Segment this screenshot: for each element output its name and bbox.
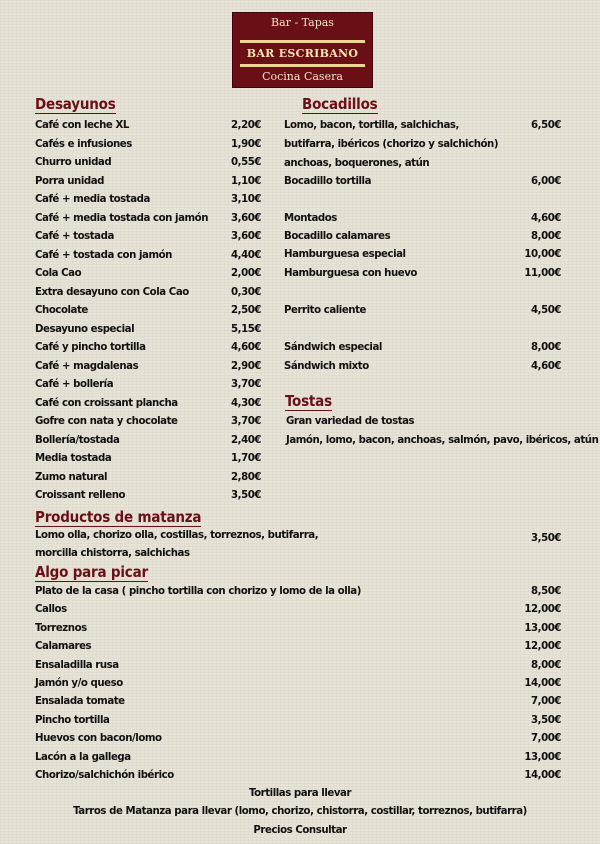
item-price: 2,90€ bbox=[231, 360, 261, 372]
item-price: 4,50€ bbox=[531, 305, 561, 316]
item-name: Bollería/tostada bbox=[35, 434, 120, 446]
item-price: 11,00€ bbox=[524, 268, 561, 279]
menu-item bbox=[284, 246, 561, 264]
item-name: Sándwich mixto bbox=[284, 361, 369, 372]
item-price: 8,00€ bbox=[531, 231, 561, 242]
menu-item bbox=[284, 173, 561, 191]
item-price: 7,00€ bbox=[531, 733, 561, 745]
item-name: Croissant relleno bbox=[35, 490, 126, 501]
item-name: Pincho tortilla bbox=[35, 714, 110, 726]
menu-item bbox=[35, 749, 561, 767]
menu-item bbox=[35, 638, 561, 656]
item-name: Extra desayuno con Cola Cao bbox=[35, 286, 189, 298]
menu-item bbox=[35, 191, 261, 209]
item-name: Cafés e infusiones bbox=[35, 138, 132, 150]
item-name: Cola Cao bbox=[35, 268, 82, 279]
menu-item bbox=[35, 583, 561, 601]
section-title-matanza: Productos de matanza bbox=[35, 508, 202, 526]
item-name: Café + magdalenas bbox=[35, 360, 139, 372]
menu-item bbox=[35, 117, 261, 135]
item-description: butifarra, ibéricos (chorizo y salchichón) bbox=[284, 139, 499, 150]
item-price: 13,00€ bbox=[524, 751, 561, 763]
section-title-bocadillos: Bocadillos bbox=[302, 95, 378, 113]
menu-item bbox=[35, 173, 261, 191]
item-price: 1,70€ bbox=[231, 453, 261, 464]
item-price: 3,60€ bbox=[231, 212, 261, 224]
logo-name: BAR ESCRIBANO bbox=[240, 40, 365, 67]
item-price: 8,00€ bbox=[531, 342, 561, 353]
item-price: 4,30€ bbox=[231, 397, 261, 409]
menu-item bbox=[35, 712, 561, 730]
section-title-tostas: Tostas bbox=[285, 392, 332, 410]
logo-tagline-bottom: Cocina Casera bbox=[262, 70, 343, 83]
item-name: Torreznos bbox=[35, 622, 87, 634]
item-price: 8,50€ bbox=[531, 586, 561, 597]
item-name: Café + tostada con jamón bbox=[35, 249, 172, 261]
menu-item bbox=[35, 265, 261, 283]
matanza-description: morcilla chistorra, salchichas bbox=[35, 548, 190, 559]
menu-item bbox=[35, 432, 261, 450]
item-price: 14,00€ bbox=[524, 678, 561, 689]
menu-item bbox=[35, 487, 261, 505]
item-price: 6,00€ bbox=[531, 176, 561, 187]
item-name: Jamón y/o queso bbox=[35, 678, 123, 689]
item-name: Café con leche XL bbox=[35, 120, 129, 131]
menu-item bbox=[35, 339, 261, 357]
menu-item bbox=[35, 321, 261, 339]
item-price: 4,40€ bbox=[231, 249, 261, 261]
item-name: Sándwich especial bbox=[284, 342, 382, 353]
item-price: 10,00€ bbox=[524, 249, 561, 260]
section-title-desayunos: Desayunos bbox=[35, 95, 116, 113]
menu-item bbox=[35, 413, 261, 431]
item-price: 4,60€ bbox=[531, 213, 561, 224]
menu-item bbox=[284, 265, 561, 283]
footer-tarros: Tarros de Matanza para llevar (lomo, chorizo, chistorra, costillar, torreznos, butifarra) bbox=[73, 806, 527, 817]
item-name: Bocadillo calamares bbox=[284, 231, 391, 242]
item-price: 3,50€ bbox=[231, 490, 261, 501]
item-price: 12,00€ bbox=[524, 641, 561, 653]
item-name: Lacón a la gallega bbox=[35, 751, 131, 763]
item-price: 3,10€ bbox=[231, 194, 261, 205]
item-price: 6,50€ bbox=[531, 120, 561, 131]
item-name: Calamares bbox=[35, 641, 92, 653]
item-price: 1,10€ bbox=[231, 175, 261, 187]
item-price: 3,70€ bbox=[231, 416, 261, 427]
tostas-varieties: Jamón, lomo, bacon, anchoas, salmón, pavo, ibéricos, atún bbox=[286, 435, 599, 446]
item-name: Perrito caliente bbox=[284, 305, 366, 316]
item-name: Café + media tostada con jamón bbox=[35, 212, 209, 224]
menu-item bbox=[35, 469, 261, 487]
section-title-picar: Algo para picar bbox=[35, 563, 148, 581]
item-price: 2,50€ bbox=[231, 305, 261, 316]
menu-item bbox=[284, 117, 561, 135]
item-price: 14,00€ bbox=[524, 770, 561, 781]
restaurant-logo bbox=[232, 12, 373, 88]
item-price: 0,30€ bbox=[231, 286, 261, 298]
matanza-price: 3,50€ bbox=[531, 533, 561, 544]
item-price: 3,70€ bbox=[231, 379, 261, 390]
item-price: 13,00€ bbox=[524, 622, 561, 634]
item-name: Café + tostada bbox=[35, 231, 114, 242]
item-price: 0,55€ bbox=[231, 157, 261, 168]
menu-item bbox=[35, 767, 561, 785]
item-price: 1,90€ bbox=[231, 138, 261, 150]
menu-item bbox=[35, 247, 261, 265]
item-name: Ensaladilla rusa bbox=[35, 659, 119, 671]
item-name: Porra unidad bbox=[35, 175, 104, 187]
item-name: Montados bbox=[284, 213, 337, 224]
menu-item bbox=[35, 450, 261, 468]
item-name: Café y pincho tortilla bbox=[35, 342, 146, 353]
item-description: anchoas, boquerones, atún bbox=[284, 158, 430, 169]
matanza-description: Lomo olla, chorizo olla, costillas, torreznos, butifarra, bbox=[35, 530, 319, 541]
item-price: 2,20€ bbox=[231, 120, 261, 131]
item-name: Lomo, bacon, tortilla, salchichas, bbox=[284, 120, 459, 131]
menu-item bbox=[35, 657, 561, 675]
footer-tortillas: Tortillas para llevar bbox=[248, 788, 352, 799]
menu-item bbox=[284, 210, 561, 228]
item-name: Hamburguesa con huevo bbox=[284, 268, 417, 279]
item-price: 4,60€ bbox=[531, 361, 561, 372]
item-name: Ensalada tomate bbox=[35, 696, 125, 708]
item-name: Churro unidad bbox=[35, 157, 112, 168]
menu-item bbox=[35, 136, 261, 154]
menu-item bbox=[284, 302, 561, 320]
item-name: Bocadillo tortilla bbox=[284, 176, 372, 187]
item-price: 3,60€ bbox=[231, 231, 261, 242]
tostas-description: Gran variedad de tostas bbox=[286, 416, 415, 427]
item-name: Hamburguesa especial bbox=[284, 249, 406, 260]
menu-item bbox=[35, 395, 261, 413]
menu-item bbox=[284, 228, 561, 246]
item-name: Café con croissant plancha bbox=[35, 397, 178, 409]
item-name: Café + media tostada bbox=[35, 194, 150, 205]
item-name: Huevos con bacon/lomo bbox=[35, 733, 162, 745]
menu-item bbox=[35, 358, 261, 376]
logo-tagline-top: Bar - Tapas bbox=[271, 16, 334, 29]
item-name: Chocolate bbox=[35, 305, 88, 316]
menu-item bbox=[284, 339, 561, 357]
item-name: Chorizo/salchichón ibérico bbox=[35, 770, 174, 781]
item-name: Zumo natural bbox=[35, 471, 108, 483]
item-name: Plato de la casa ( pincho tortilla con chorizo y lomo de la olla) bbox=[35, 586, 361, 597]
menu-item bbox=[35, 302, 261, 320]
item-price: 12,00€ bbox=[524, 604, 561, 616]
item-name: Desayuno especial bbox=[35, 323, 135, 335]
menu-item bbox=[35, 210, 261, 228]
menu-item bbox=[35, 376, 261, 394]
menu-item bbox=[35, 693, 561, 711]
menu-item bbox=[35, 601, 561, 619]
menu-item bbox=[35, 154, 261, 172]
item-price: 7,00€ bbox=[531, 696, 561, 708]
item-price: 2,80€ bbox=[231, 471, 261, 483]
item-price: 4,60€ bbox=[231, 342, 261, 353]
menu-item bbox=[35, 284, 261, 302]
menu-item bbox=[35, 730, 561, 748]
item-name: Café + bollería bbox=[35, 379, 114, 390]
menu-item bbox=[35, 620, 561, 638]
item-price: 5,15€ bbox=[231, 323, 261, 335]
item-name: Callos bbox=[35, 604, 67, 616]
menu-item bbox=[35, 675, 561, 693]
footer-precios: Precios Consultar bbox=[253, 825, 347, 836]
item-name: Gofre con nata y chocolate bbox=[35, 416, 178, 427]
item-price: 3,50€ bbox=[531, 714, 561, 726]
menu-item bbox=[35, 228, 261, 246]
item-price: 2,00€ bbox=[231, 268, 261, 279]
item-price: 8,00€ bbox=[531, 659, 561, 671]
menu-item bbox=[284, 358, 561, 376]
item-price: 2,40€ bbox=[231, 434, 261, 446]
item-name: Media tostada bbox=[35, 453, 112, 464]
